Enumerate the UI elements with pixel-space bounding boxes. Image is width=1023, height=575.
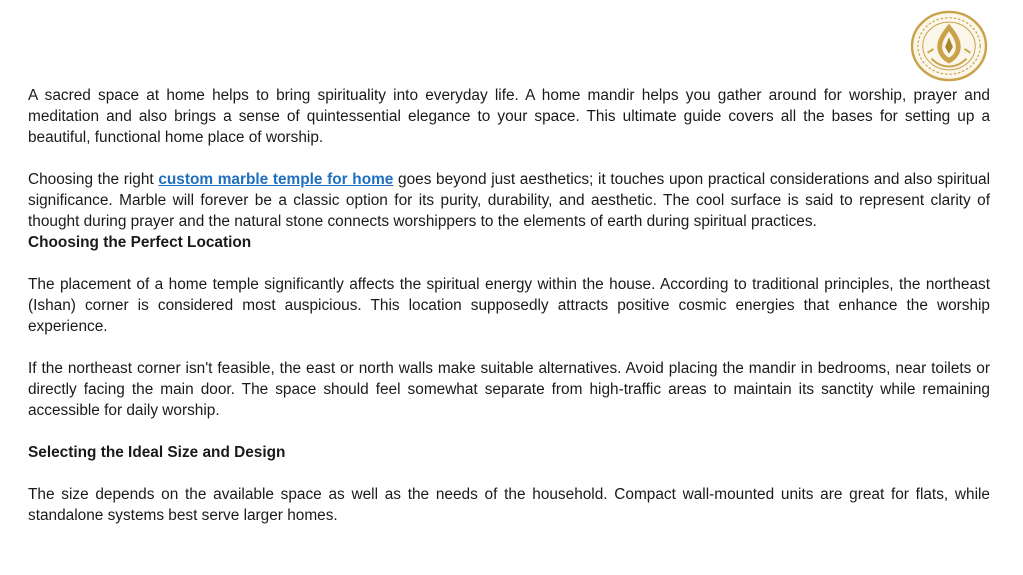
marble-text-after: goes beyond just aesthetics; it touches upon practical considerations and also spiritual significance. Marble will forever be a classic option for its purity, durability, and aesthetic. The cool surface is said to represent clarity of thought during prayer and the natural stone connects worshippers to the elements of earth during spiritual practices.: [28, 171, 990, 230]
location-paragraph-1: The placement of a home temple significantly affects the spiritual energy within the house. According to traditional principles, the northeast (Ishan) corner is considered most auspicious. This location supposedly attracts positive cosmic energies that enhance the worship experience.: [28, 276, 990, 335]
brand-logo: [910, 10, 988, 82]
size-paragraph-1: The size depends on the available space as well as the needs of the household. Compact wall-mounted units are great for flats, while standalone systems best serve larger homes.: [28, 486, 990, 524]
intro-paragraph: A sacred space at home helps to bring spirituality into everyday life. A home mandir helps you gather around for worship, prayer and meditation and also brings a sense of quintessential elegance to your space. This ultimate guide covers all the bases for setting up a beautiful, functional home place of worship.: [28, 87, 990, 146]
marble-text-before: Choosing the right: [28, 171, 159, 188]
marble-paragraph: [28, 169, 990, 232]
custom-marble-temple-link[interactable]: custom marble temple for home: [158, 171, 394, 188]
location-heading: Choosing the Perfect Location: [28, 234, 252, 251]
location-paragraph-2: If the northeast corner isn't feasible, the east or north walls make suitable alternatives. Avoid placing the mandir in bedrooms, near toilets or directly facing the main door. The space should feel somewhat separate from high-traffic areas to maintain its sanctity while remaining accessible for daily worship.: [28, 360, 990, 419]
article-body: [28, 85, 990, 526]
temple-emblem-icon: [910, 10, 988, 82]
size-heading: Selecting the Ideal Size and Design: [28, 444, 286, 461]
